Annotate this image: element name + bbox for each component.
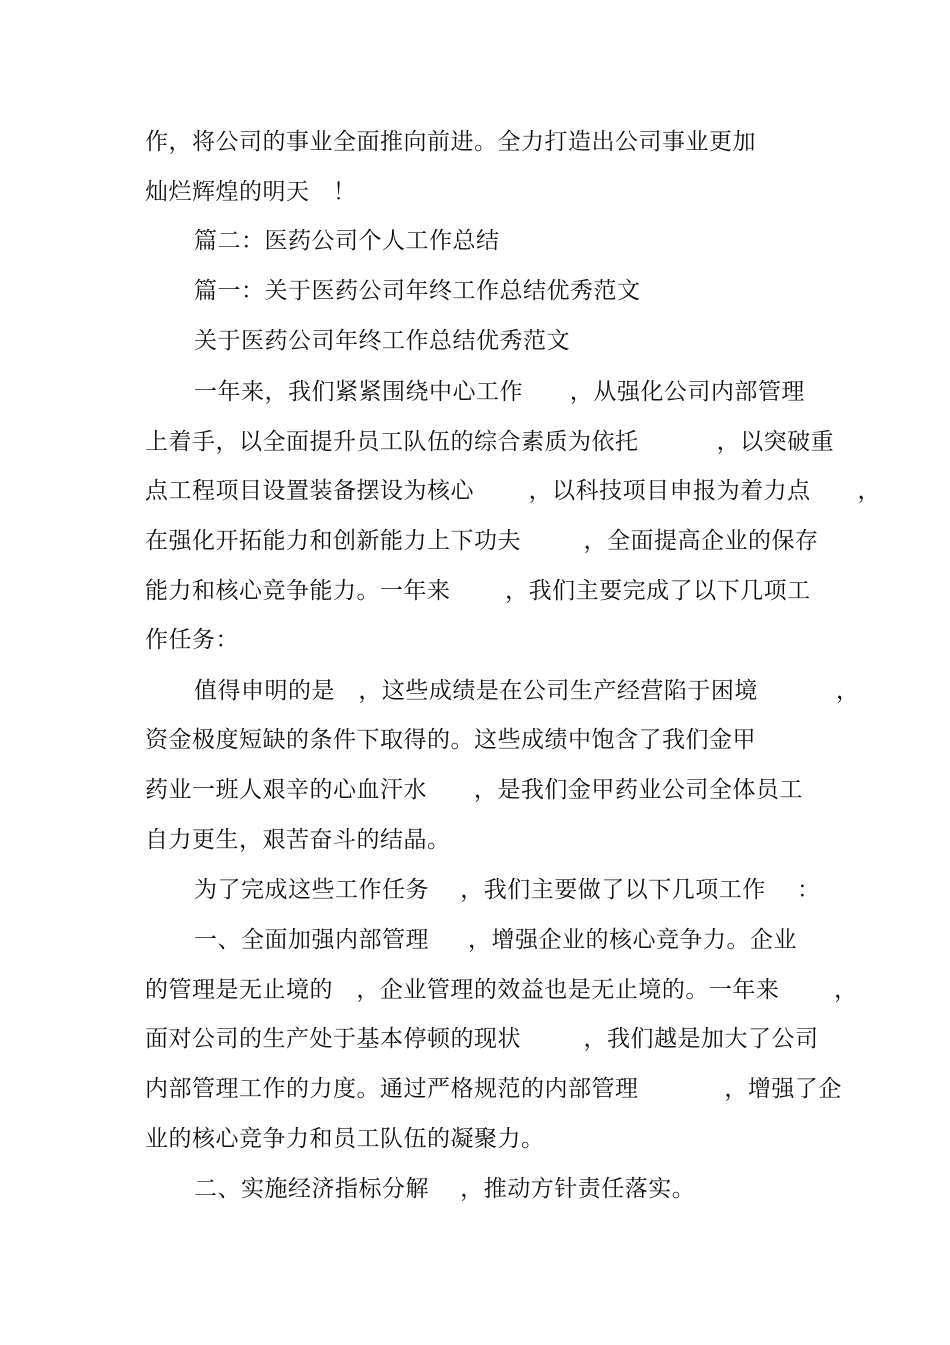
paragraph-line: 面对公司的生产处于基本停顿的现状 ，我们越是加大了公司 (145, 1026, 819, 1052)
paragraph-line: 灿烂辉煌的明天 ！ (145, 179, 357, 205)
section-heading: 篇二：医药公司个人工作总结 (194, 228, 500, 254)
paragraph-line: 业的核心竞争力和员工队伍的凝聚力。 (145, 1126, 545, 1152)
paragraph-line: 作任务： (145, 627, 239, 653)
paragraph-line: 作，将公司的事业全面推向前进。全力打造出公司事业更加 (145, 129, 756, 155)
paragraph-line: 资金极度短缺的条件下取得的。这些成绩中饱含了我们金甲 (145, 727, 756, 753)
paragraph-line: 一、全面加强内部管理 ，增强企业的核心竞争力。企业 (194, 927, 798, 953)
paragraph-line: 能力和核心竞争能力。一年来 ，我们主要完成了以下几项工 (145, 578, 811, 604)
paragraph-line: 点工程项目设置装备摆设为核心 ，以科技项目申报为着力点 ， (145, 478, 882, 504)
paragraph-line: 在强化开拓能力和创新能力上下功夫 ，全面提高企业的保存 (145, 528, 819, 554)
paragraph-line: 上着手，以全面提升员工队伍的综合素质为依托 ，以突破重 (145, 429, 835, 455)
paragraph-line: 二、实施经济指标分解 ，推动方针责任落实。 (194, 1176, 696, 1202)
article-title: 关于医药公司年终工作总结优秀范文 (194, 328, 570, 354)
paragraph-line: 一年来，我们紧紧围绕中心工作 ，从强化公司内部管理 (194, 379, 805, 405)
paragraph-line: 药业一班人艰辛的心血汗水 ，是我们金甲药业公司全体员工 (145, 777, 803, 803)
paragraph-line: 的管理是无止境的 ，企业管理的效益也是无止境的。一年来 ， (145, 977, 858, 1003)
section-heading: 篇一：关于医药公司年终工作总结优秀范文 (194, 278, 641, 304)
paragraph-line: 为了完成这些工作任务 ，我们主要做了以下几项工作 ： (194, 877, 821, 903)
paragraph-line: 值得申明的是 ，这些成绩是在公司生产经营陷于困境 ， (194, 678, 860, 704)
paragraph-line: 内部管理工作的力度。通过严格规范的内部管理 ，增强了企 (145, 1076, 842, 1102)
paragraph-line: 自力更生，艰苦奋斗的结晶。 (145, 827, 451, 853)
